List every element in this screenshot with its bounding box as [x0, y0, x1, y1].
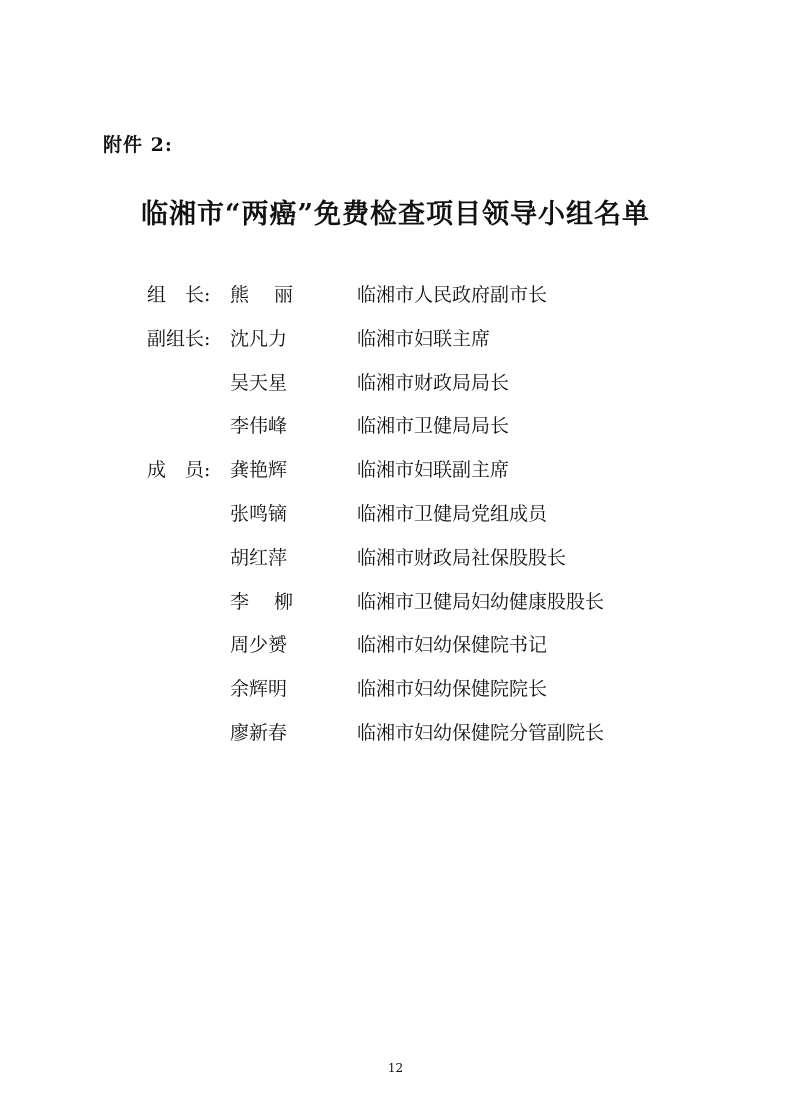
member-position: 临湘市妇幼保健院分管副院长 — [357, 721, 605, 744]
member-name: 廖新春 — [230, 721, 288, 744]
member-position: 临湘市妇幼保健院院长 — [357, 678, 548, 701]
member-position: 临湘市财政局社保股股长 — [357, 546, 567, 569]
member-list — [0, 280, 791, 762]
member-position: 临湘市卫健局党组成员 — [357, 502, 548, 525]
member-name: 张鸣镝 — [230, 502, 288, 525]
member-name: 沈凡力 — [230, 327, 288, 350]
member-role: 副组长: — [147, 327, 211, 350]
attachment-label: 附件 2: — [103, 134, 173, 156]
member-position: 临湘市卫健局局长 — [357, 415, 510, 438]
member-row — [0, 280, 791, 324]
member-name: 余辉明 — [230, 678, 288, 701]
member-position: 临湘市妇联主席 — [357, 327, 491, 350]
document-title: 临湘市“两癌”免费检查项目领导小组名单 — [140, 199, 651, 230]
member-row — [0, 411, 791, 455]
member-name: 胡红萍 — [230, 546, 288, 569]
member-row — [0, 587, 791, 631]
member-row — [0, 455, 791, 499]
member-row — [0, 368, 791, 412]
page-number: 12 — [387, 1061, 404, 1075]
member-row — [0, 324, 791, 368]
member-row — [0, 630, 791, 674]
member-position: 临湘市妇幼保健院书记 — [357, 634, 548, 657]
member-name: 熊 丽 — [230, 284, 294, 306]
member-name: 龚艳辉 — [230, 459, 288, 482]
member-row — [0, 499, 791, 543]
member-position: 临湘市卫健局妇幼健康股股长 — [357, 590, 605, 613]
member-row — [0, 674, 791, 718]
member-position: 临湘市人民政府副市长 — [357, 284, 548, 306]
member-role: 组 长: — [147, 284, 211, 306]
member-name: 周少赟 — [230, 634, 288, 657]
member-role: 成 员: — [147, 459, 211, 482]
member-name: 李 柳 — [230, 590, 294, 613]
member-name: 吴天星 — [230, 371, 288, 394]
member-position: 临湘市妇联副主席 — [357, 459, 510, 482]
member-row — [0, 543, 791, 587]
member-name: 李伟峰 — [230, 415, 288, 438]
member-row — [0, 718, 791, 762]
member-position: 临湘市财政局局长 — [357, 371, 510, 394]
